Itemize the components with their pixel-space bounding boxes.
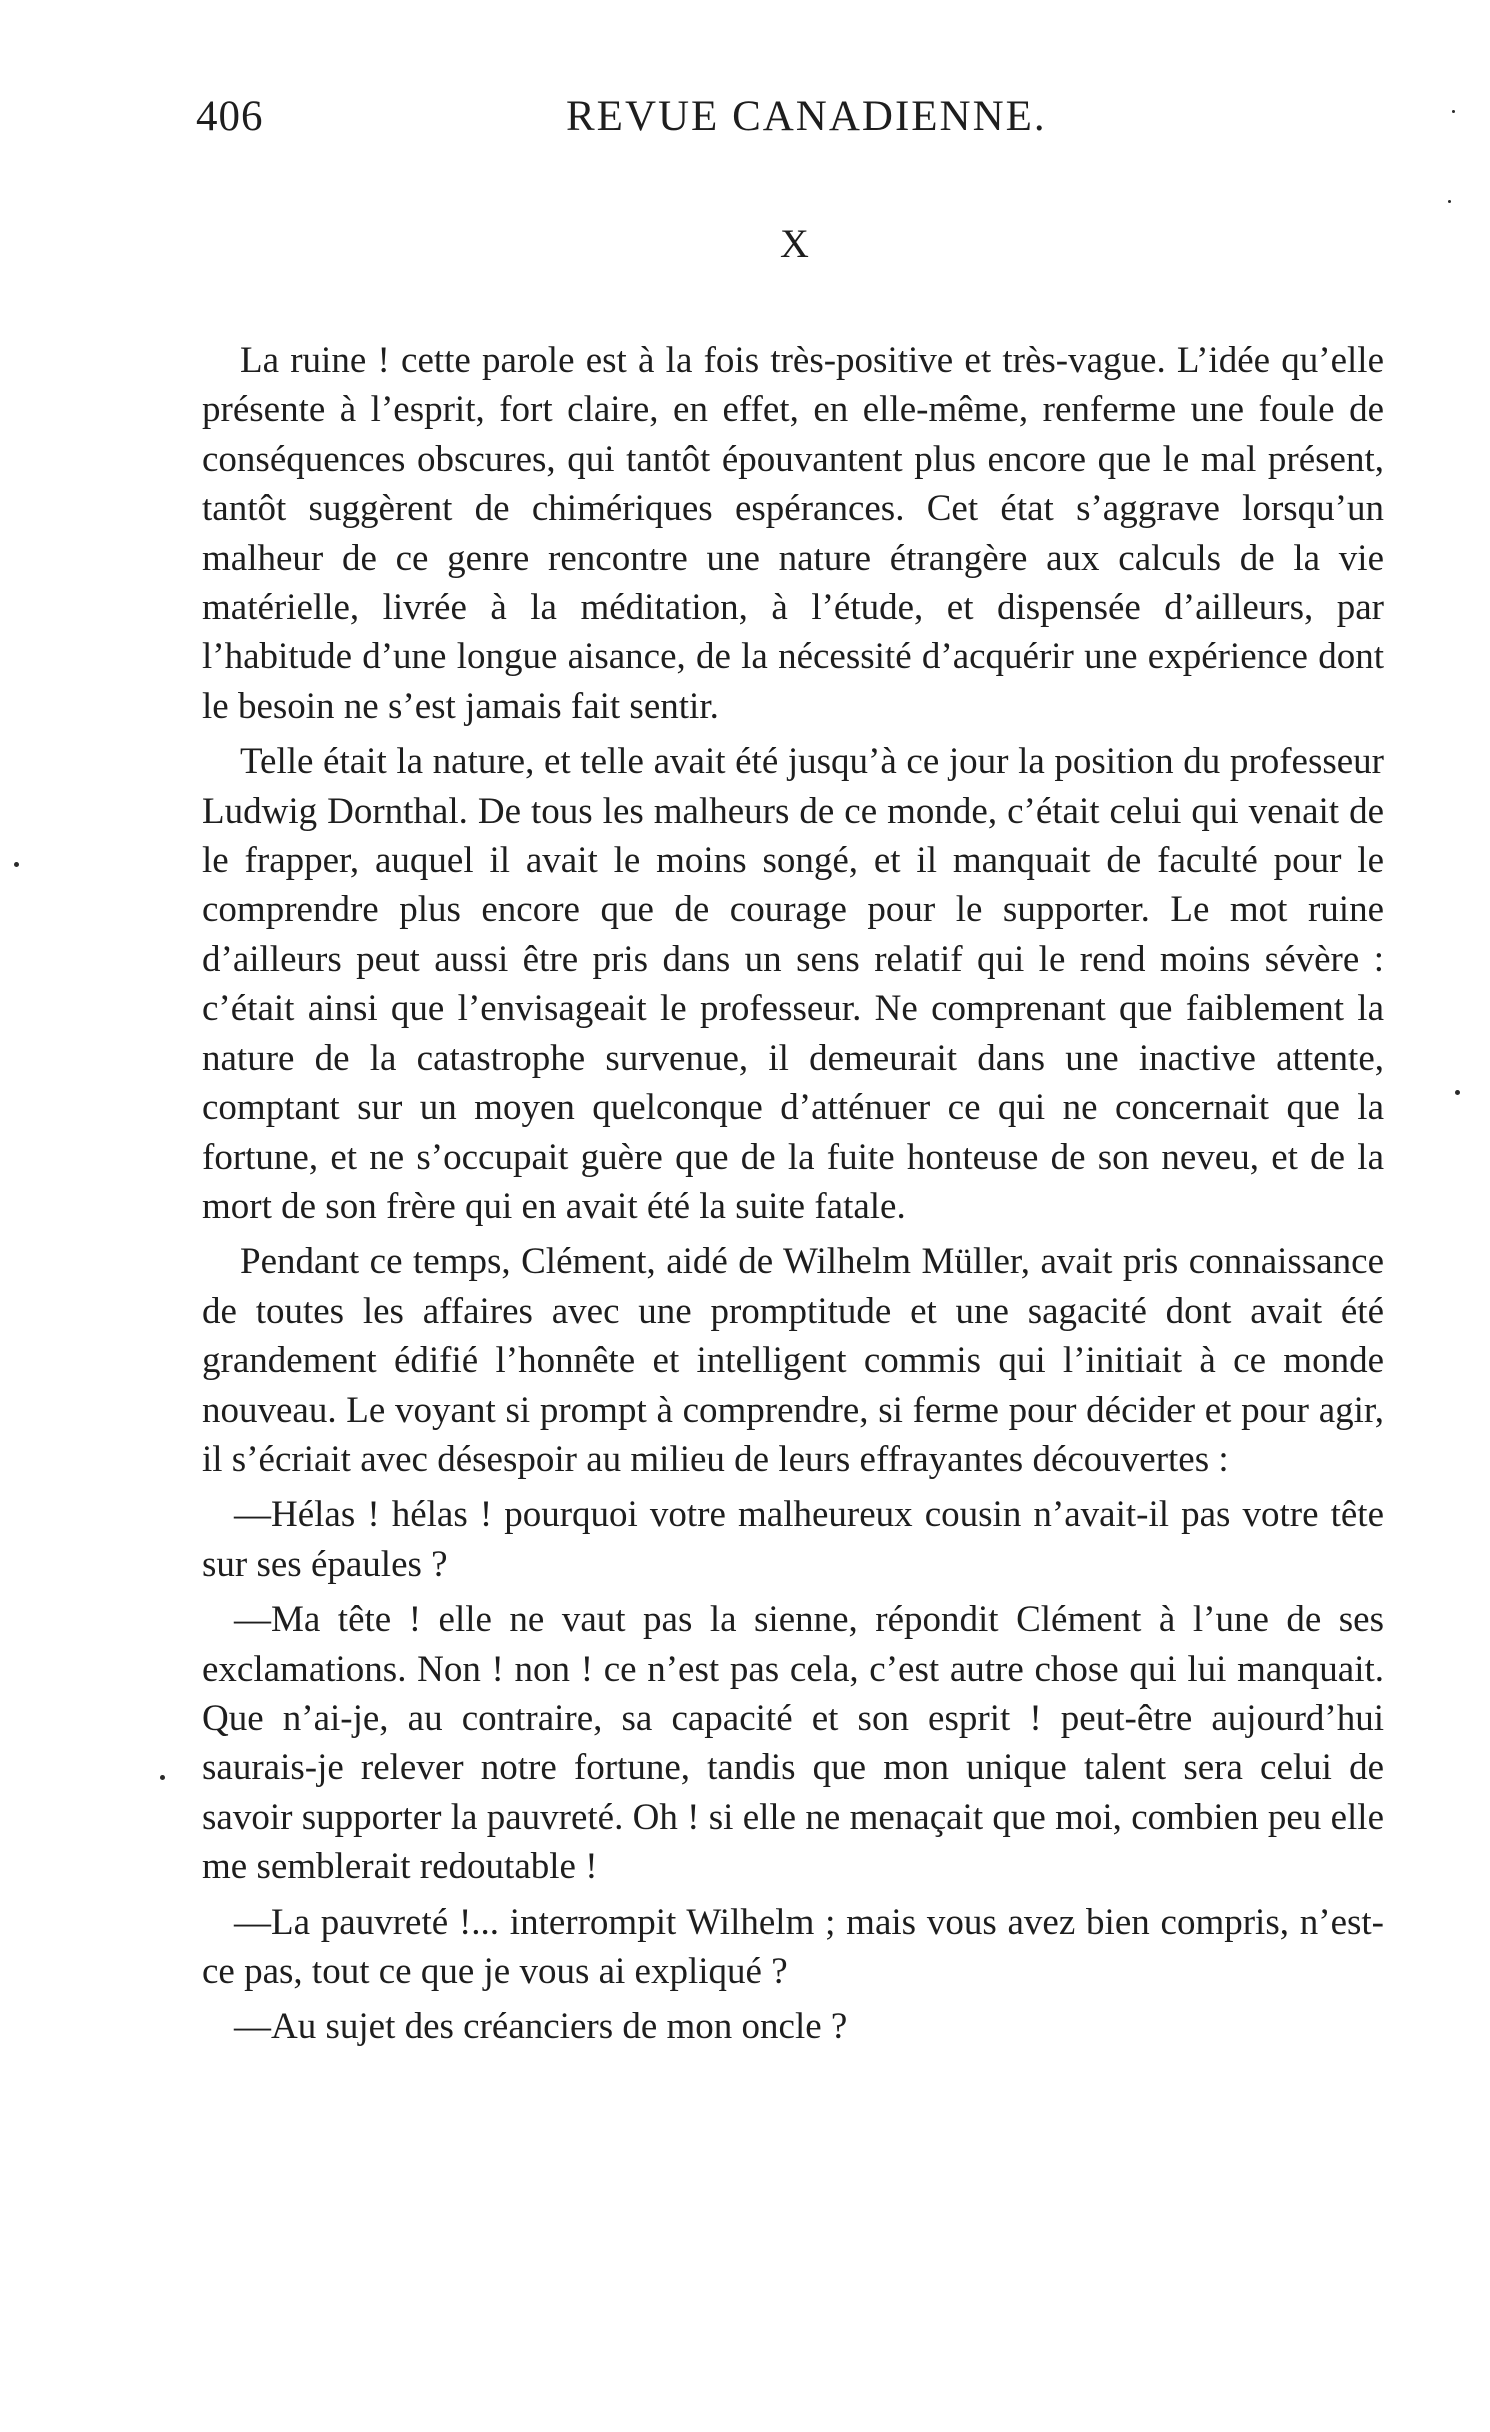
ink-speck: [1455, 1090, 1460, 1095]
ink-speck: [14, 862, 19, 867]
dialogue-paragraph: —Ma tête ! elle ne vaut pas la sienne, répondit Clément à l’une de ses exclamations. Non ! non ! ce n’est pas cela, c’est autre chose qui lui manquait. Que n’ai-je, au contraire, sa capacité et son esprit ! peut-être aujourd’hui saurais-je relever notre fortune, tandis que mon unique talent sera celui de savoir supporter la pauvreté. Oh ! si elle ne menaçait que moi, combien peu elle me semblerait redoutable !: [202, 1599, 1384, 1888]
paragraph: Telle était la nature, et telle avait été jusqu’à ce jour la position du professeur Ludwig Dornthal. De tous les malheurs de ce monde, c’était celui qui venait de le frapper, auquel il avait le moins songé, et il manquait de faculté pour le comprendre plus encore que de courage pour le supporter. Le mot ruine d’ailleurs peut aussi être pris dans un sens relatif qui le rend moins sévère : c’était ainsi que l’envisageait le professeur. Ne comprenant que faiblement la nature de la catastrophe survenue, il demeurait dans une inactive attente, comptant sur un moyen quelconque d’atténuer ce qui ne concernait que la fortune, et ne s’occupait guère que de la fuite honteuse de son neveu, et de la mort de son frère qui en avait été la suite fatale.: [202, 741, 1384, 1227]
ink-speck: [1452, 110, 1455, 113]
chapter-number: X: [780, 221, 809, 266]
ink-speck: [160, 1775, 165, 1780]
ink-speck: [1448, 200, 1451, 203]
running-head: [196, 92, 1196, 152]
journal-title: REVUE CANADIENNE.: [566, 93, 1047, 140]
dialogue-paragraph: —Au sujet des créanciers de mon oncle ?: [234, 2006, 848, 2048]
body-text: [202, 336, 1384, 2058]
dialogue-paragraph: —Hélas ! hélas ! pourquoi votre malheureux cousin n’avait-il pas votre tête sur ses épaules ?: [202, 1494, 1384, 1585]
paragraph: Pendant ce temps, Clément, aidé de Wilhelm Müller, avait pris connaissance de toutes les affaires avec une promptitude et une sagacité dont avait été grandement édifié l’honnête et intelligent commis qui l’initiait à ce monde nouveau. Le voyant si prompt à comprendre, si ferme pour décider et pour agir, il s’écriait avec désespoir au milieu de leurs effrayantes découvertes :: [202, 1241, 1384, 1480]
page-number: 406: [196, 93, 264, 140]
dialogue-paragraph: —La pauvreté !... interrompit Wilhelm ; mais vous avez bien compris, n’est-ce pas, tout ce que je vous ai expliqué ?: [202, 1901, 1384, 1992]
paragraph: La ruine ! cette parole est à la fois très-positive et très-vague. L’idée qu’elle présente à l’esprit, fort claire, en effet, en elle-même, renferme une foule de conséquences obscures, qui tantôt épouvantent plus encore que le mal présent, tantôt suggèrent de chimériques espérances. Cet état s’aggrave lorsqu’un malheur de ce genre rencontre une nature étrangère aux calculs de la vie matérielle, livrée à la méditation, à l’étude, et dispensée d’ailleurs, par l’habitude d’une longue aisance, de la nécessité d’acquérir une expérience dont le besoin ne s’est jamais fait sentir.: [202, 340, 1384, 727]
